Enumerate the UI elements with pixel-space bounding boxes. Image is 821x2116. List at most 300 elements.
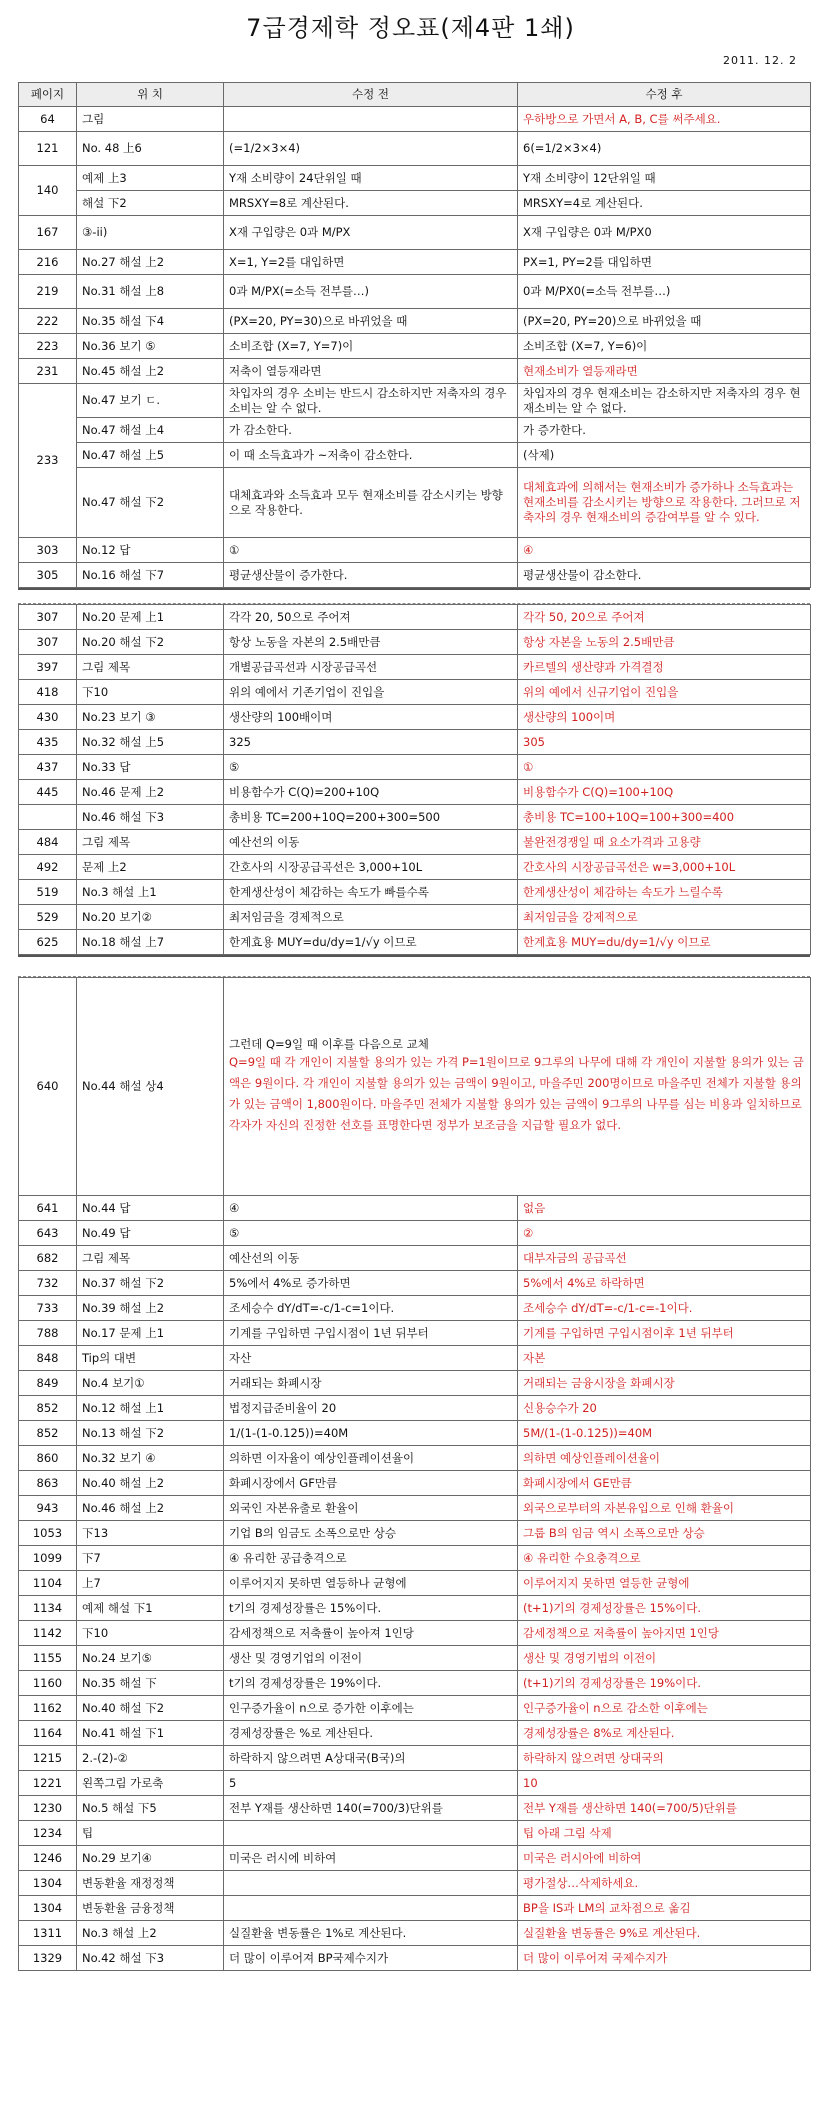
table-row (19, 132, 811, 166)
location-cell: 문제 上2 (77, 855, 224, 880)
before-cell: 예산선의 이동 (224, 830, 518, 855)
table-row (19, 1521, 811, 1546)
location-cell: 왼쪽그림 가로축 (77, 1771, 224, 1796)
before-cell: 외국인 자본유출로 환율이 (224, 1496, 518, 1521)
table-row (19, 309, 811, 334)
page-cell: 848 (19, 1346, 77, 1371)
after-cell: 한계생산성이 체감하는 속도가 느릴수록 (518, 880, 811, 905)
replacement-text-cell (224, 978, 811, 1196)
location-cell: No.40 해설 下2 (77, 1696, 224, 1721)
after-cell: 더 많이 이루어져 국제수지가 (518, 1946, 811, 1971)
after-cell: 현재소비가 열등재라면 (518, 359, 811, 384)
before-cell: ⑤ (224, 755, 518, 780)
table-row (19, 1246, 811, 1271)
page-cell: 303 (19, 538, 77, 563)
after-cell: (PX=20, PY=20)으로 바뀌었을 때 (518, 309, 811, 334)
before-cell: X재 구입량은 0과 M/PX (224, 216, 518, 250)
location-cell: No.49 답 (77, 1221, 224, 1246)
before-cell: 간호사의 시장공급곡선은 3,000+10L (224, 855, 518, 880)
location-cell: No.36 보기 ⑤ (77, 334, 224, 359)
page-cell: 445 (19, 780, 77, 805)
page-cell: 492 (19, 855, 77, 880)
before-cell: 경제성장률은 %로 계산된다. (224, 1721, 518, 1746)
page-cell: 435 (19, 730, 77, 755)
document-date: 2011. 12. 2 (723, 54, 797, 67)
after-cell: 우하방으로 가면서 A, B, C를 써주세요. (518, 107, 811, 132)
before-cell: 0과 M/PX(=소득 전부를…) (224, 275, 518, 309)
table-row (19, 334, 811, 359)
table-row (19, 191, 811, 216)
table-row (19, 1296, 811, 1321)
location-cell: No.37 해설 下2 (77, 1271, 224, 1296)
location-cell: No.17 문제 上1 (77, 1321, 224, 1346)
table-row (19, 780, 811, 805)
after-cell: BP을 IS과 LM의 교차점으로 옮김 (518, 1896, 811, 1921)
table-row (19, 1871, 811, 1896)
before-cell: 개별공급곡선과 시장공급곡선 (224, 655, 518, 680)
table-row (19, 1396, 811, 1421)
table-row (19, 855, 811, 880)
table-row (19, 1821, 811, 1846)
page-cell: 1104 (19, 1571, 77, 1596)
location-cell: 下13 (77, 1521, 224, 1546)
page-cell: 222 (19, 309, 77, 334)
location-cell: 그림 제목 (77, 655, 224, 680)
location-cell: No.4 보기① (77, 1371, 224, 1396)
page-title: 7급경제학 정오표(제4판 1쇄) (246, 14, 575, 42)
after-cell: 불완전경쟁일 때 요소가격과 고용량 (518, 830, 811, 855)
location-cell: 그림 제목 (77, 830, 224, 855)
after-cell: 인구증가율이 n으로 감소한 이후에는 (518, 1696, 811, 1721)
table-row (19, 1321, 811, 1346)
location-cell: 예제 해설 下1 (77, 1596, 224, 1621)
after-cell: 5M/(1-(1-0.125))=40M (518, 1421, 811, 1446)
before-cell (224, 107, 518, 132)
before-cell: 한계생산성이 체감하는 속도가 빠를수록 (224, 880, 518, 905)
table-row (19, 1346, 811, 1371)
after-cell: 총비용 TC=100+10Q=100+300=400 (518, 805, 811, 830)
errata-table-1 (18, 82, 811, 588)
location-cell: No.47 보기 ㄷ. (77, 384, 224, 418)
table-row (19, 905, 811, 930)
location-cell: 그림 (77, 107, 224, 132)
page-cell: 732 (19, 1271, 77, 1296)
page-cell: 625 (19, 930, 77, 955)
location-cell: No.24 보기⑤ (77, 1646, 224, 1671)
after-cell: 대부자금의 공급곡선 (518, 1246, 811, 1271)
table-row (19, 755, 811, 780)
header-location: 위 치 (77, 83, 224, 107)
table-row (19, 1721, 811, 1746)
location-cell: No.31 해설 上8 (77, 275, 224, 309)
before-cell: 거래되는 화폐시장 (224, 1371, 518, 1396)
before-cell: 차입자의 경우 소비는 반드시 감소하지만 저축자의 경우 소비는 알 수 없다. (224, 384, 518, 418)
after-cell: 5%에서 4%로 하락하면 (518, 1271, 811, 1296)
page-cell: 1221 (19, 1771, 77, 1796)
before-cell: 가 감소한다. (224, 418, 518, 443)
after-cell: 외국으로부터의 자본유입으로 인해 환율이 (518, 1496, 811, 1521)
page-cell: 860 (19, 1446, 77, 1471)
before-cell: 비용함수가 C(Q)=200+10Q (224, 780, 518, 805)
location-cell: No.3 해설 上2 (77, 1921, 224, 1946)
after-cell: 항상 자본을 노동의 2.5배만큼 (518, 630, 811, 655)
table-row (19, 1446, 811, 1471)
location-cell: 上7 (77, 1571, 224, 1596)
page-cell: 437 (19, 755, 77, 780)
after-cell: PX=1, PY=2를 대입하면 (518, 250, 811, 275)
after-cell: 소비조합 (X=7, Y=6)이 (518, 334, 811, 359)
page-cell: 430 (19, 705, 77, 730)
after-cell: 위의 예에서 신규기업이 진입을 (518, 680, 811, 705)
table-row (19, 250, 811, 275)
before-cell: 저축이 열등재라면 (224, 359, 518, 384)
after-cell: 카르텔의 생산량과 가격결정 (518, 655, 811, 680)
table-row (19, 468, 811, 538)
location-cell: 예제 上3 (77, 166, 224, 191)
after-cell: (t+1)기의 경제성장률은 19%이다. (518, 1671, 811, 1696)
page-cell: 643 (19, 1221, 77, 1246)
table-row (19, 1796, 811, 1821)
after-cell: 최저임금을 강제적으로 (518, 905, 811, 930)
page-cell: 1230 (19, 1796, 77, 1821)
page-cell: 233 (19, 384, 77, 538)
before-cell (224, 1821, 518, 1846)
before-cell: 예산선의 이동 (224, 1246, 518, 1271)
location-cell: 下7 (77, 1546, 224, 1571)
location-cell: 下10 (77, 1621, 224, 1646)
before-cell: 한계효용 MUY=du/dy=1/√y 이므로 (224, 930, 518, 955)
location-cell: No.23 보기 ③ (77, 705, 224, 730)
table-row (19, 1896, 811, 1921)
before-cell: 항상 노동을 자본의 2.5배만큼 (224, 630, 518, 655)
page-cell: 640 (19, 978, 77, 1196)
table-row (19, 166, 811, 191)
page-cell: 216 (19, 250, 77, 275)
before-cell: 5%에서 4%로 증가하면 (224, 1271, 518, 1296)
page-break (18, 955, 810, 977)
table-row (19, 1921, 811, 1946)
before-cell: 더 많이 이루어져 BP국제수지가 (224, 1946, 518, 1971)
after-cell: 0과 M/PX0(=소득 전부를…) (518, 275, 811, 309)
after-cell: 거래되는 금융시장을 화폐시장 (518, 1371, 811, 1396)
page-cell: 852 (19, 1421, 77, 1446)
table-row (19, 359, 811, 384)
after-cell: 각각 50, 20으로 주어져 (518, 605, 811, 630)
before-cell: 실질환율 변동률은 1%로 계산된다. (224, 1921, 518, 1946)
before-cell: 325 (224, 730, 518, 755)
table-row (19, 1746, 811, 1771)
location-cell: No.46 해설 上2 (77, 1496, 224, 1521)
table-row (19, 1621, 811, 1646)
before-cell: 소비조합 (X=7, Y=7)이 (224, 334, 518, 359)
location-cell: 변동환율 재정정책 (77, 1871, 224, 1896)
location-cell: No.20 보기② (77, 905, 224, 930)
page-cell: 418 (19, 680, 77, 705)
location-cell: No.47 해설 上4 (77, 418, 224, 443)
before-cell: 미국은 러시에 비하여 (224, 1846, 518, 1871)
before-cell: 하락하지 않으려면 A상대국(B국)의 (224, 1746, 518, 1771)
after-cell: 생산량의 100이며 (518, 705, 811, 730)
page-cell: 1164 (19, 1721, 77, 1746)
table-header-row (19, 83, 811, 107)
after-cell: 기계를 구입하면 구입시점이후 1년 뒤부터 (518, 1321, 811, 1346)
after-cell: 의하면 예상인플레이션율이 (518, 1446, 811, 1471)
before-cell: 화폐시장에서 GF만큼 (224, 1471, 518, 1496)
before-cell: 이 때 소득효과가 ~저축이 감소한다. (224, 443, 518, 468)
table-row (19, 418, 811, 443)
location-cell: 변동환율 금융정책 (77, 1896, 224, 1921)
header-after: 수정 후 (518, 83, 811, 107)
location-cell: No.32 해설 上5 (77, 730, 224, 755)
after-cell: 이루어지지 못하면 열등한 균형에 (518, 1571, 811, 1596)
after-cell: Y재 소비량이 12단위일 때 (518, 166, 811, 191)
before-cell: X=1, Y=2를 대입하면 (224, 250, 518, 275)
before-cell: Y재 소비량이 24단위일 때 (224, 166, 518, 191)
before-cell (224, 1896, 518, 1921)
before-cell: (=1/2×3×4) (224, 132, 518, 166)
before-cell: 조세승수 dY/dT=-c/1-c=1이다. (224, 1296, 518, 1321)
page-cell: 167 (19, 216, 77, 250)
after-cell: 10 (518, 1771, 811, 1796)
after-cell: 생산 및 경영기법의 이전이 (518, 1646, 811, 1671)
page-cell: 788 (19, 1321, 77, 1346)
table-row (19, 1696, 811, 1721)
page-cell: 140 (19, 166, 77, 216)
table-row (19, 107, 811, 132)
page-cell: 849 (19, 1371, 77, 1396)
after-cell: 전부 Y재를 생산하면 140(=700/5)단위를 (518, 1796, 811, 1821)
after-cell: ④ 유리한 수요충격으로 (518, 1546, 811, 1571)
table-row (19, 563, 811, 588)
before-cell (224, 1871, 518, 1896)
table-row (19, 830, 811, 855)
page-cell: 397 (19, 655, 77, 680)
after-cell: 가 증가한다. (518, 418, 811, 443)
before-cell: 평균생산물이 증가한다. (224, 563, 518, 588)
after-cell: 경제성장률은 8%로 계산된다. (518, 1721, 811, 1746)
page-cell: 529 (19, 905, 77, 930)
before-cell: 이루어지지 못하면 열등하나 균형에 (224, 1571, 518, 1596)
location-cell: No.46 해설 下3 (77, 805, 224, 830)
after-cell: ② (518, 1221, 811, 1246)
location-cell: No.12 해설 上1 (77, 1396, 224, 1421)
before-cell: t기의 경제성장률은 15%이다. (224, 1596, 518, 1621)
before-cell: 1/(1-(1-0.125))=40M (224, 1421, 518, 1446)
errata-table-3 (18, 977, 811, 1971)
after-cell: ④ (518, 538, 811, 563)
after-cell: 신용승수가 20 (518, 1396, 811, 1421)
table-row (19, 1771, 811, 1796)
location-cell: No.35 해설 下 (77, 1671, 224, 1696)
before-cell: t기의 경제성장률은 19%이다. (224, 1671, 518, 1696)
table-row (19, 443, 811, 468)
table-row (19, 1571, 811, 1596)
after-cell: 6(=1/2×3×4) (518, 132, 811, 166)
after-cell: 자본 (518, 1346, 811, 1371)
table-row (19, 978, 811, 1196)
after-cell: 한계효용 MUY=du/dy=1/√y 이므로 (518, 930, 811, 955)
table-row (19, 1846, 811, 1871)
before-cell: 법정지급준비율이 20 (224, 1396, 518, 1421)
table-row (19, 730, 811, 755)
location-cell: No. 48 上6 (77, 132, 224, 166)
location-cell: No.40 해설 上2 (77, 1471, 224, 1496)
page-cell: 682 (19, 1246, 77, 1271)
before-cell: 인구증가율이 n으로 증가한 이후에는 (224, 1696, 518, 1721)
location-cell: No.45 해설 上2 (77, 359, 224, 384)
header-page: 페이지 (19, 83, 77, 107)
replacement-intro: 그런데 Q=9일 때 이후를 다음으로 교체 (229, 1037, 429, 1051)
after-cell: (t+1)기의 경제성장률은 15%이다. (518, 1596, 811, 1621)
before-cell: 총비용 TC=200+10Q=200+300=500 (224, 805, 518, 830)
table-row (19, 705, 811, 730)
replacement-body: Q=9일 때 각 개인이 지불할 용의가 있는 가격 P=1원이므로 9그루의 나무에 대해 각 개인이 지불할 용의가 있는 금액은 9원이다. 각 개인이 지불할 용의가 있는 금액이 9원이고, 마을주민 200명이므로 마을주민 전체가 지불할 용의가 있는 금액이 1,800원이다. 마을주민 전체가 지불할 용의가 있는 금액이 9그루의 나무를 심는 비용과 일치하므로 각자가 자신의 진정한 선호를 표명한다면 정부가 보조금을 지급할 필요가 없다. (229, 1055, 804, 1132)
location-cell: No.20 해설 下2 (77, 630, 224, 655)
page-cell: 863 (19, 1471, 77, 1496)
table-row (19, 630, 811, 655)
before-cell: MRSXY=8로 계산된다. (224, 191, 518, 216)
after-cell: 평가절상…삭제하세요. (518, 1871, 811, 1896)
before-cell: 생산 및 경영기업의 이전이 (224, 1646, 518, 1671)
location-cell: No.42 해설 下3 (77, 1946, 224, 1971)
page-cell: 219 (19, 275, 77, 309)
page-cell: 733 (19, 1296, 77, 1321)
after-cell: 화폐시장에서 GE만큼 (518, 1471, 811, 1496)
before-cell: 감세정책으로 저축률이 높아져 1인당 (224, 1621, 518, 1646)
page-cell: 1329 (19, 1946, 77, 1971)
location-cell: No.46 문제 上2 (77, 780, 224, 805)
after-cell: 차입자의 경우 현재소비는 감소하지만 저축자의 경우 현재소비는 알 수 없다. (518, 384, 811, 418)
page-cell: 943 (19, 1496, 77, 1521)
page-cell: 1304 (19, 1871, 77, 1896)
after-cell: ① (518, 755, 811, 780)
table-row (19, 655, 811, 680)
after-cell: 조세승수 dY/dT=-c/1-c=-1이다. (518, 1296, 811, 1321)
table-row (19, 805, 811, 830)
after-cell: 그룹 B의 임금 역시 소폭으로만 상승 (518, 1521, 811, 1546)
page-cell: 1142 (19, 1621, 77, 1646)
before-cell: 자산 (224, 1346, 518, 1371)
location-cell: ③-ii) (77, 216, 224, 250)
page-cell: 1053 (19, 1521, 77, 1546)
page-cell: 641 (19, 1196, 77, 1221)
after-cell: 305 (518, 730, 811, 755)
before-cell: ① (224, 538, 518, 563)
page-cell: 1155 (19, 1646, 77, 1671)
before-cell: ④ (224, 1196, 518, 1221)
location-cell: No.39 해설 上2 (77, 1296, 224, 1321)
after-cell: 없음 (518, 1196, 811, 1221)
location-cell: Tip의 대변 (77, 1346, 224, 1371)
before-cell: 기업 B의 임금도 소폭으로만 상승 (224, 1521, 518, 1546)
page-cell: 519 (19, 880, 77, 905)
page-cell: 1162 (19, 1696, 77, 1721)
header-before: 수정 전 (224, 83, 518, 107)
table-row (19, 1671, 811, 1696)
page-cell: 307 (19, 630, 77, 655)
page-cell: 1099 (19, 1546, 77, 1571)
page-cell: 484 (19, 830, 77, 855)
page-cell: 307 (19, 605, 77, 630)
before-cell: 최저임금을 경제적으로 (224, 905, 518, 930)
before-cell: ⑤ (224, 1221, 518, 1246)
page-cell: 1215 (19, 1746, 77, 1771)
location-cell: No.27 해설 上2 (77, 250, 224, 275)
location-cell: No.12 답 (77, 538, 224, 563)
after-cell: 감세정책으로 저축률이 높아지면 1인당 (518, 1621, 811, 1646)
table-row (19, 275, 811, 309)
after-cell: 미국은 러시아에 비하여 (518, 1846, 811, 1871)
table-row (19, 216, 811, 250)
after-cell: 실질환율 변동률은 9%로 계산된다. (518, 1921, 811, 1946)
errata-document (18, 82, 810, 1971)
table-row (19, 605, 811, 630)
before-cell: 기계를 구입하면 구입시점이 1년 뒤부터 (224, 1321, 518, 1346)
location-cell: 그림 제목 (77, 1246, 224, 1271)
location-cell: No.47 해설 下2 (77, 468, 224, 538)
after-cell: 평균생산물이 감소한다. (518, 563, 811, 588)
table-row (19, 1421, 811, 1446)
table-row (19, 1646, 811, 1671)
location-cell: No.5 해설 下5 (77, 1796, 224, 1821)
before-cell: 각각 20, 50으로 주어져 (224, 605, 518, 630)
table-row (19, 1371, 811, 1396)
page-cell: 223 (19, 334, 77, 359)
location-cell: 해설 下2 (77, 191, 224, 216)
page-cell: 1311 (19, 1921, 77, 1946)
page-cell: 1304 (19, 1896, 77, 1921)
location-cell: No.33 답 (77, 755, 224, 780)
table-row (19, 1471, 811, 1496)
location-cell: 팁 (77, 1821, 224, 1846)
location-cell: No.29 보기④ (77, 1846, 224, 1871)
before-cell: 전부 Y재를 생산하면 140(=700/3)단위를 (224, 1796, 518, 1821)
after-cell: 하락하지 않으려면 상대국의 (518, 1746, 811, 1771)
page-cell (19, 805, 77, 830)
after-cell: 팁 아래 그림 삭제 (518, 1821, 811, 1846)
after-cell: 비용함수가 C(Q)=100+10Q (518, 780, 811, 805)
location-cell: No.32 보기 ④ (77, 1446, 224, 1471)
location-cell: No.41 해설 下1 (77, 1721, 224, 1746)
page-cell: 121 (19, 132, 77, 166)
table-row (19, 930, 811, 955)
before-cell: (PX=20, PY=30)으로 바뀌었을 때 (224, 309, 518, 334)
table-row (19, 538, 811, 563)
page-cell: 305 (19, 563, 77, 588)
location-cell: No.3 해설 上1 (77, 880, 224, 905)
table-row (19, 680, 811, 705)
page-break (18, 588, 810, 604)
page-cell: 231 (19, 359, 77, 384)
table-row (19, 1946, 811, 1971)
before-cell: ④ 유리한 공급충격으로 (224, 1546, 518, 1571)
page-cell: 1134 (19, 1596, 77, 1621)
location-cell: No.20 문제 上1 (77, 605, 224, 630)
before-cell: 위의 예에서 기존기업이 진입을 (224, 680, 518, 705)
location-cell: No.44 해설 상4 (77, 978, 224, 1196)
table-row (19, 1196, 811, 1221)
table-row (19, 1546, 811, 1571)
errata-table-2 (18, 604, 811, 955)
page-cell: 1246 (19, 1846, 77, 1871)
page-cell: 852 (19, 1396, 77, 1421)
after-cell: 대체효과에 의해서는 현재소비가 증가하나 소득효과는 현재소비를 감소시키는 방향으로 작용한다. 그러므로 저축자의 경우 현재소비의 증감여부를 알 수 있다. (518, 468, 811, 538)
location-cell: No.47 해설 上5 (77, 443, 224, 468)
location-cell: No.16 해설 下7 (77, 563, 224, 588)
table-row (19, 1221, 811, 1246)
after-cell: (삭제) (518, 443, 811, 468)
before-cell: 생산량의 100배이며 (224, 705, 518, 730)
